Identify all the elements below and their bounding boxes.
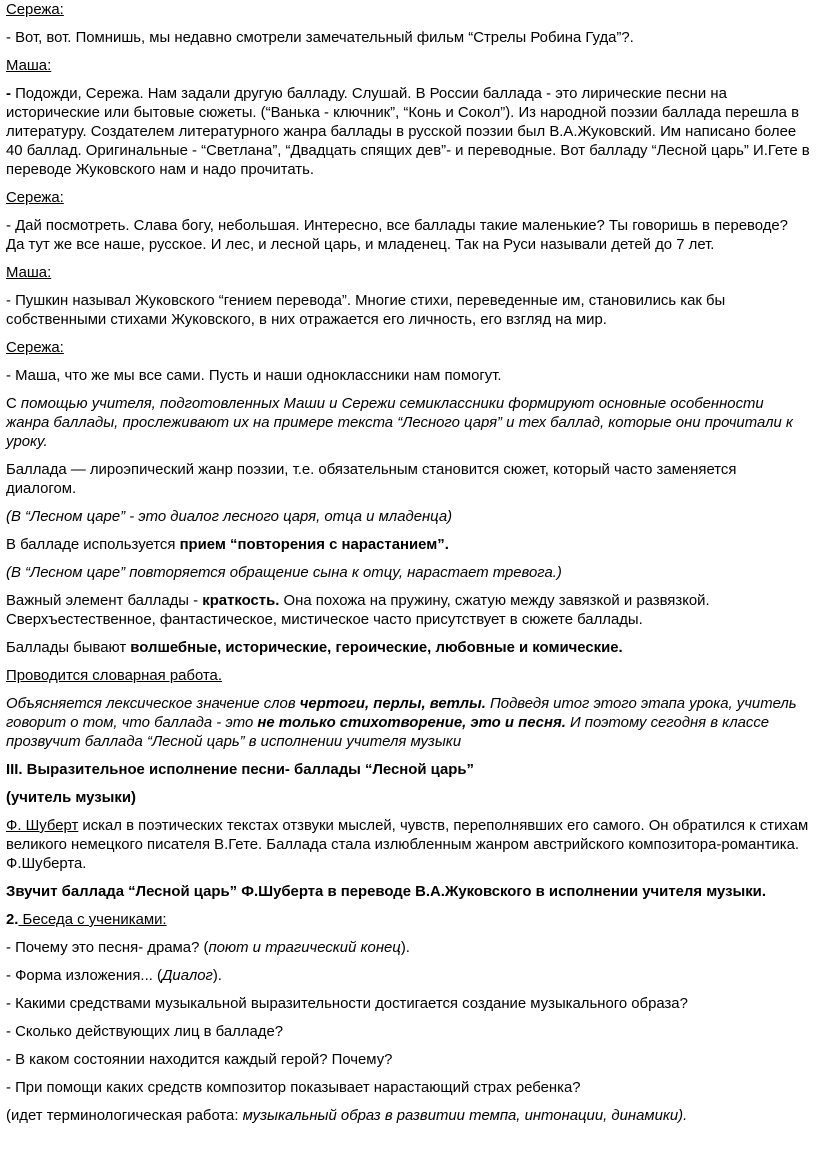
speaker-sergey xyxy=(6,189,810,208)
speaker-sergey xyxy=(6,0,810,20)
types-list: волшебные, исторические, героические, любовные и комические. xyxy=(130,640,623,656)
conversation-number: 2. xyxy=(6,912,19,928)
dialogue-line: - Дай посмотреть. Слава богу, небольшая. Интересно, все баллады такие маленькие? Ты говоришь в переводе? Да тут же все наше, русское. И лес, и лесной царь, и младенец. Так на Руси называли детей до 7 лет. xyxy=(6,218,788,253)
schubert-link[interactable]: Ф. Шуберт xyxy=(6,818,79,834)
schubert-text: искал в поэтических текстах отзвуки мыслей, чувств, переполнявших его самого. Он обратился к стихам великого немецкого писателя В.Гете. Баллада стала излюбленным жанром австрийского композитора-романтика. Ф.Шуберта. xyxy=(6,818,809,872)
speaker-masha xyxy=(6,57,810,76)
section-subheading: (учитель музыки) xyxy=(6,790,136,806)
speaker-sergey xyxy=(6,339,810,358)
vocab-text: Объясняется лексическое значение слов xyxy=(6,696,300,712)
vocabulary-paragraph xyxy=(6,695,810,752)
ballad-definition: Баллада — лироэпический жанр поэзии, т.е. обязательным становится сюжет, который часто заменяется диалогом. xyxy=(6,462,737,497)
schubert-paragraph xyxy=(6,817,810,874)
dialog-note: (В “Лесном царе” - это диалог лесного царя, отца и младенца) xyxy=(6,509,453,525)
dialogue-line xyxy=(6,85,810,180)
speaker-label: Маша: xyxy=(6,265,52,281)
speaker-label: Сережа: xyxy=(6,190,64,206)
repetition-text: В балладе используется xyxy=(6,537,180,553)
question-text: - Форма изложения... ( xyxy=(6,968,162,984)
vocab-text: И поэтому сегодня в классе прозвучит баллада “Лесной царь” в исполнении учителя музыки xyxy=(6,715,770,750)
section-heading: III. Выразительное исполнение песни- баллады “Лесной царь” xyxy=(6,762,474,778)
question: - Какими средствами музыкальной выразительности достигается создание музыкального образа? xyxy=(6,996,688,1012)
question: - Сколько действующих лиц в балладе? xyxy=(6,1024,284,1040)
speaker-label: Сережа: xyxy=(6,2,64,18)
answer-text: поют и трагический конец xyxy=(208,940,401,956)
vocabulary-work: Проводится словарная работа. xyxy=(6,668,222,684)
answer-text: Диалог xyxy=(161,968,213,984)
brevity-paragraph xyxy=(6,592,810,630)
brevity-text: Важный элемент баллады - xyxy=(6,593,203,609)
dialogue-line: - Вот, вот. Помнишь, мы недавно смотрели замечательный фильм “Стрелы Робина Гуда”?. xyxy=(6,30,634,46)
terminology-note xyxy=(6,1107,810,1126)
question xyxy=(6,967,810,986)
speaker-masha xyxy=(6,264,810,283)
dialogue-line: - Пушкин называл Жуковского “гением перевода”. Многие стихи, переведенные им, становились как бы собственными стихами Жуковского, в них отражается его личность, его взгляд на мир. xyxy=(6,293,726,328)
conversation-heading xyxy=(6,911,810,930)
question: - При помощи каких средств композитор показывает нарастающий страх ребенка? xyxy=(6,1080,581,1096)
types-text: Баллады бывают xyxy=(6,640,131,656)
vocab-text: Подведя итог этого этапа урока, учитель говорит о том, что баллада - это xyxy=(6,696,797,731)
performance-note: Звучит баллада “Лесной царь” Ф.Шуберта в переводе В.А.Жуковского в исполнении учителя музыки. xyxy=(6,884,766,900)
question: - В каком состоянии находится каждый герой? Почему? xyxy=(6,1052,393,1068)
dash: - xyxy=(6,86,16,102)
dialogue-line: - Маша, что же мы все сами. Пусть и наши одноклассники нам помогут. xyxy=(6,368,502,384)
intro-letter: С xyxy=(6,396,17,412)
brevity-rest: Она похожа на пружину, сжатую между завязкой и развязкой. Сверхъестественное, фантастическое, мистическое часто присутствует в сюжете баллады. xyxy=(6,593,710,628)
ballad-types xyxy=(6,639,810,658)
speaker-label: Сережа: xyxy=(6,340,64,356)
conversation-title: Беседа с учениками: xyxy=(18,912,167,928)
repetition-note: (В “Лесном царе” повторяется обращение сына к отцу, нарастает тревога.) xyxy=(6,565,562,581)
repetition-term: прием “повторения с нарастанием”. xyxy=(179,537,449,553)
vocab-emphasis: не только стихотворение, это и песня. xyxy=(257,715,566,731)
vocab-words: чертоги, перлы, ветлы. xyxy=(299,696,486,712)
question-text: - Почему это песня- драма? ( xyxy=(6,940,209,956)
dialogue-text: Подожди, Сережа. Нам задали другую балладу. Слушай. В России баллада - это лирические песни на исторические или бытовые сюжеты. (“Ванька - ключник”, “Конь и Сокол”). Из народной поэзии баллада перешла в литературу. Создателем литературного жанра баллады в русской поэзии был В.А.Жуковский. Им написано более 40 баллад. Оригинальные - “Светлана”, “Двадцать спящих дев”- и переводные. Вот балладу “Лесной царь” И.Гете в переводе Жуковского нам и надо прочитать. xyxy=(6,86,810,178)
term-text: (идет терминологическая работа: xyxy=(6,1108,243,1124)
repetition-paragraph xyxy=(6,536,810,555)
term-italic: музыкальный образ в развитии темпа, интонации, динамики). xyxy=(242,1108,688,1124)
lesson-intro xyxy=(6,395,810,452)
intro-text: помощью учителя, подготовленных Маши и Сережи семиклассники формируют основные особенности жанра баллады, прослеживают их на примере текста “Лесного царя” и тех баллад, которые они прочитали к уроку. xyxy=(6,396,793,450)
question xyxy=(6,939,810,958)
question-text: ). xyxy=(212,968,222,984)
question-text: ). xyxy=(400,940,410,956)
speaker-label: Маша: xyxy=(6,58,52,74)
brevity-term: краткость. xyxy=(202,593,280,609)
